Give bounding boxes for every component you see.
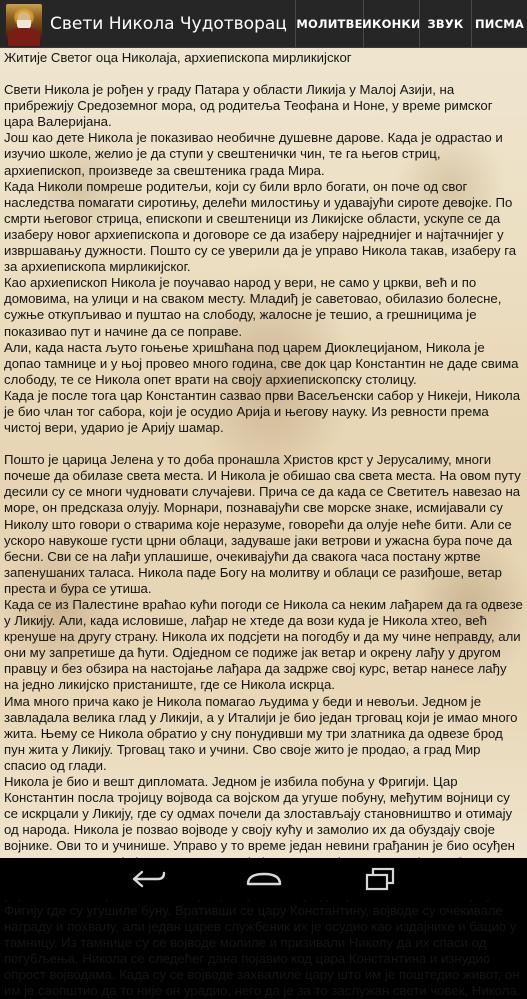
text-paragraph: Никола је био и вешт дипломата. Једном је избила побуна у Фригији. Цар Константин посла тројицу војвода са војском да угуше побуну, међутим војници су се искрцали у Ликију, где су одмах почели да злостављају становништво и отимају од народа. Никола је позвао војводе у своју кућу и замолио их да обуздају своје војнике. Ови то и учинише. Управо у то време један невини грађанин је био осуђен Фигију где су угушиле буну. Вративши се цару Константину, војводе су очекивале награду и похвалу, али један царев службеник их је осудио као издајнике и бацио у тамницу. Из тамнице су се војводе молиле и призивали Николу да их спаси од погубљења. Никола се следећег дана појавио код цара Константина и изнудио опрост војводама. Када су се војводе захвалиле цару што им је поштедио живот, он им је саопштио да то није он урадио, него да је за то заслужан свети човек, Никола. <box>4 774 521 999</box>
text-paragraph: Има много прича како је Никола помагао људима у беди и невољи. Једном је завладала велика глад у Ликији, а у Италији је био један трговац који је имао много жита. Њему се Никола обратио у сну понудивши му три златника да одвезе брод пун жита у Ликију. Трговац тако и учини. Сво своје жито је продао, а град Мир спасио од глади. <box>4 693 518 773</box>
home-icon[interactable] <box>234 858 294 900</box>
content-scroll-area[interactable] <box>0 48 527 999</box>
action-menu <box>295 0 527 47</box>
text-paragraph: Пошто је царица Јелена у то доба пронашла Христов крст у Јерусалиму, многи почеше да обилазе света места. И Никола је обишао сва света места. На овом путу десили су се многи чудновати случајеви. Прича се да када се Светитељ навезао на море, он предсказа олују. Морнари, познавајући све морске знаке, исмијавали су Николу што говори о стварима које неразуме, говорећи да олује неће бити. Али се ускоро навукоше густи црни облаци, задуваше јаки ветрови и ужасна бура поче да бесни. Сви се на лађи уплашише, очекивајући да свакога часа постану жртве запенушаних таласа. Никола паде Богу на молитву и облаци се разиђоше, ветар преста и бура се утиша. <box>4 452 521 596</box>
text-paragraph: Када се из Палестине враћао кући погоди се Никола са неким лађарем да га одвезе у Ликију. Али, када исловише, лађар не хтеде да вози куда је Никола хтео, већ кренуше на другу страну. Никола их подсјети на погодбу и да му чине неправду, али они му запретише да ћути. Одједном се подиже јак ветар и окрену лађу у другом правцу и без обзира на настојање лађара да задрже свој курс, ветар нанесе лађу на једно ликијско пристаниште, где се Никола искрца. <box>4 597 523 693</box>
system-navigation-bar <box>0 858 527 900</box>
menu-prayers-button[interactable]: МОЛИТВЕ <box>295 0 363 47</box>
text-paragraph: Свети Никола је рођен у граду Патара у области Ликија у Малој Азији, на прибрежију Средоземног мора, од родитеља Теофана и Ноне, у време римског цара Валеријана. <box>4 82 493 130</box>
text-paragraph: Као архиепископ Никола је поучавао народ у вери, не само у цркви, већ и по домовима, на улици и на сваком месту. Младиђ је саветовао, обилазио болесне, сужње откупљивао и пуштао на слободу, жалосне је тешио, а грешницима је показивао пут и начине да се поправе. <box>4 275 502 339</box>
back-icon[interactable] <box>118 858 178 900</box>
recent-apps-icon[interactable] <box>350 858 410 900</box>
saint-nicholas-icon[interactable] <box>6 4 42 44</box>
text-paragraph: Када је после тога цар Константин сазвао први Васељенски сабор у Никеји, Никола је био члан тог сабора, који је осудио Арија и његову науку. Из ревности према чистој вери, ударио је Арију шамар. <box>4 387 521 436</box>
text-paragraph: Још као дете Никола је показивао необичне душевне дарове. Када је одрастао и изучио школе, желио је да ступи у свештенички чин, те га његов стриц, архиепископ, произведе за свештеника града Мира. <box>4 130 503 178</box>
text-paragraph: Али, када наста љуто гоњење хришћана под царем Диоклецијаном, Никола је допао тамнице и у њој провео много година, све док цар Константин не даде свима слободу, те се Никола опет врати на своју архиепископску столицу. <box>4 339 519 387</box>
text-paragraph: Када Николи помреше родитељи, који су били врло богати, он поче од свог наследства помагати сиротињу, делећи милостињу и удавајући сироте девојке. По смрти његовог стрица, епископи и свештеници из Ликијске области, ускупе се да изаберу новог архиепископа и договоре се да изаберу најреднијег и најтачнијег у извршавању дужности. Пошто су се уверили да је управо Никола такав, изаберу га за архиепископа мирликијског. <box>4 178 517 275</box>
action-bar <box>0 0 527 48</box>
page-title: Житије Светог оца Николаја, архиепископа мирликијског <box>4 50 352 65</box>
hagiography-text <box>4 50 523 999</box>
menu-icons-button[interactable]: ИКОНКИ <box>363 0 419 47</box>
menu-letters-button[interactable]: ПИСМА <box>471 0 527 47</box>
app-title: Свети Никола Чудотворац <box>50 13 287 34</box>
menu-sound-button[interactable]: ЗВУК <box>419 0 471 47</box>
